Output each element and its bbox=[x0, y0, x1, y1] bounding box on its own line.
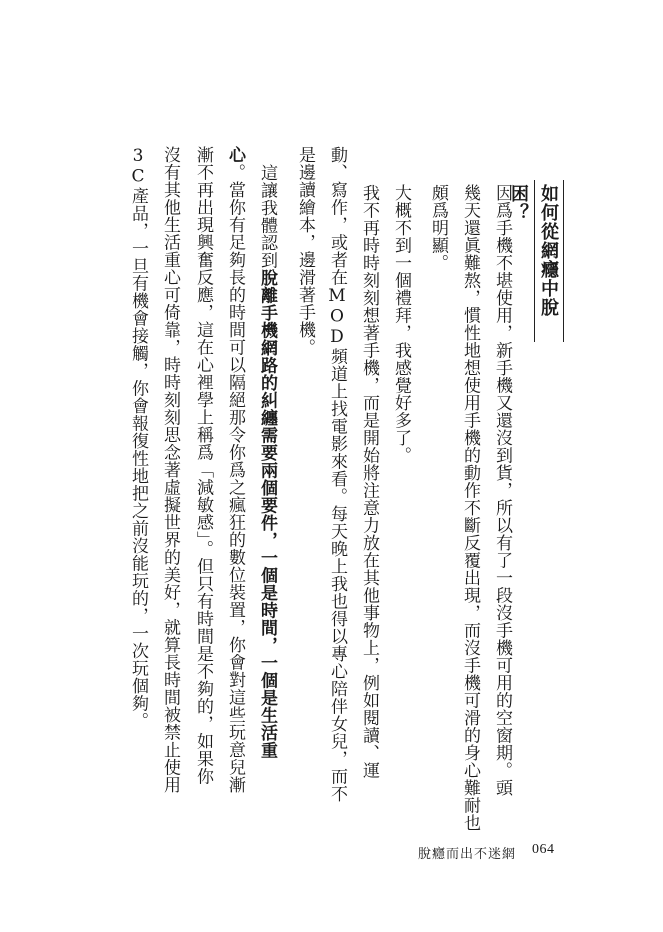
text-column bbox=[255, 164, 279, 759]
text-segment: 是邊讀繪本，邊滑著手機。 bbox=[295, 146, 315, 356]
bold-text-segment: 心 bbox=[225, 146, 245, 164]
text-segment: 我不再時時刻刻想著手機，而是開始將注意力放在其他事物上，例如閱讀、運 bbox=[359, 184, 379, 779]
text-segment: 3C產品，一旦有機會接觸，你會報復性地把之前沒能玩的，一次玩個夠。 bbox=[128, 146, 148, 730]
text-column bbox=[490, 184, 514, 797]
text-column bbox=[293, 146, 317, 356]
text-column bbox=[325, 146, 349, 803]
running-footer-title: 脫癮而出不迷網 bbox=[418, 847, 517, 862]
text-segment: 因爲手機不堪使用，新手機又還沒到貨，所以有了一段沒手機可用的空窗期。頭 bbox=[492, 184, 512, 797]
text-segment: 這讓我體認到 bbox=[257, 164, 277, 269]
text-segment: 漸不再出現興奮反應，這在心裡學上稱爲「減敏感」。但只有時間是不夠的，如果你 bbox=[193, 146, 213, 785]
text-column bbox=[426, 184, 450, 272]
text-column bbox=[158, 146, 182, 794]
section-heading: 如何從網癮中脫困？ bbox=[534, 180, 564, 342]
text-segment: 。當你有足夠長的時間可以隔絕那令你爲之瘋狂的數位裝置，你會對這些玩意兒漸 bbox=[225, 163, 245, 794]
text-segment: 幾天還眞難熬，慣性地想使用手機的動作不斷反覆出現，而沒手機可滑的身心難耐也 bbox=[460, 184, 480, 832]
text-column bbox=[389, 184, 413, 464]
text-segment: 頗爲明顯。 bbox=[428, 184, 448, 272]
bold-text-segment: 脫離手機網路的糾纏需要兩個要件，一個是時間，一個是生活重 bbox=[257, 269, 277, 759]
text-column bbox=[223, 146, 247, 794]
text-segment: 動、寫作，或者在MOD頻道上找電影來看。每天晚上我也得以專心陪伴女兒，而不 bbox=[327, 146, 347, 803]
text-column bbox=[357, 184, 381, 779]
text-segment: 大概不到一個禮拜，我感覺好多了。 bbox=[391, 184, 411, 464]
text-column bbox=[126, 146, 150, 730]
text-column bbox=[191, 146, 215, 785]
page-number: 064 bbox=[532, 842, 555, 857]
text-segment: 沒有其他生活重心可倚靠，時時刻刻思念著虛擬世界的美好，就算長時間被禁止使用 bbox=[160, 146, 180, 794]
text-column bbox=[458, 184, 482, 832]
